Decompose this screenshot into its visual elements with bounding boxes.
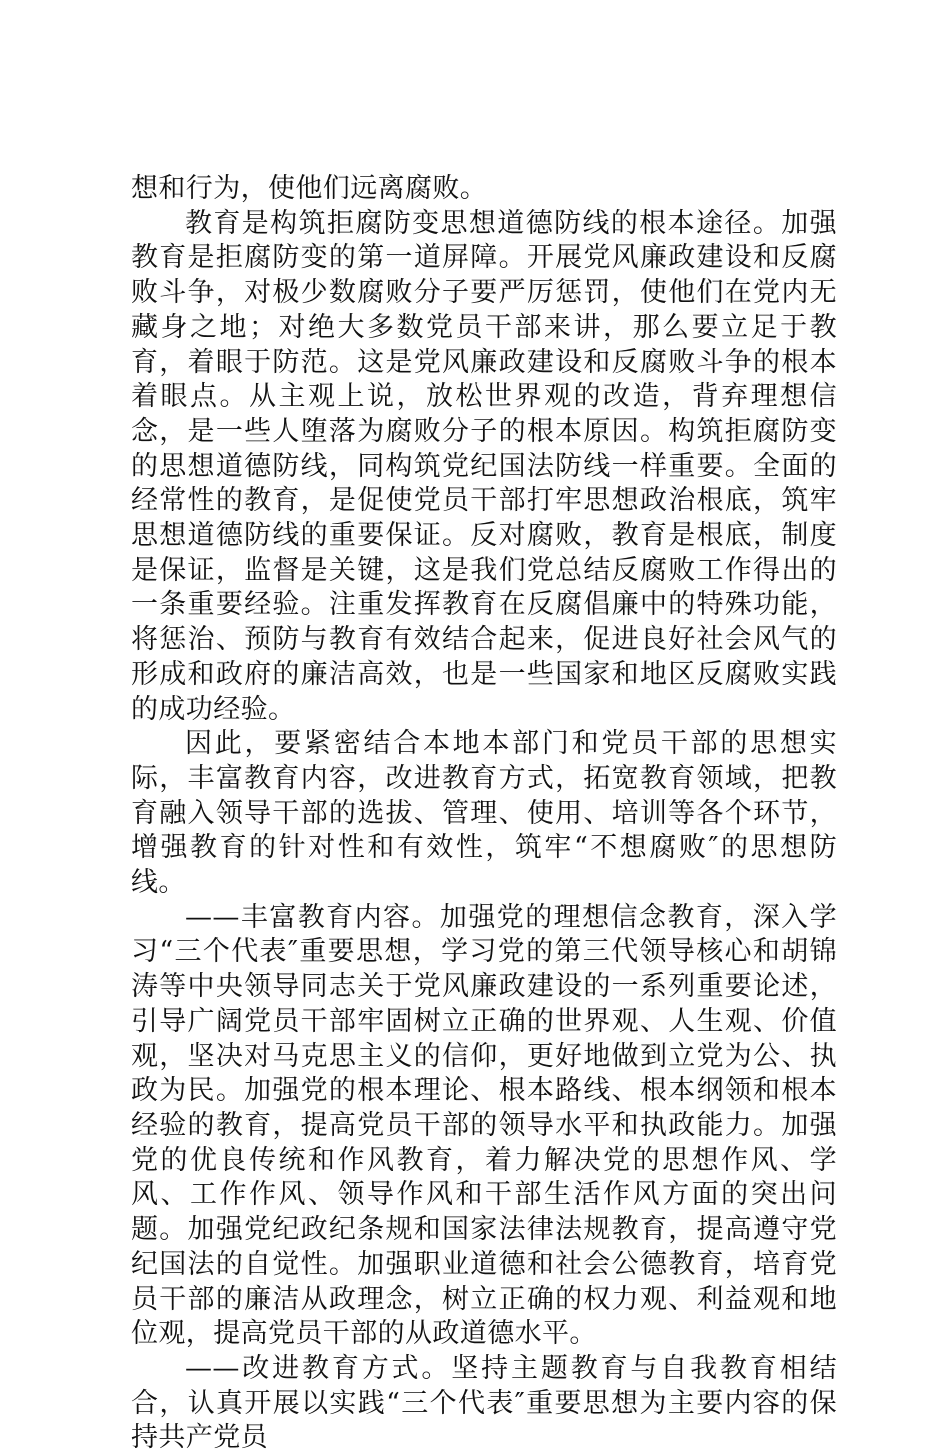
paragraph-education-foundation: 教育是构筑拒腐防变思想道德防线的根本途径。加强教育是拒腐防变的第一道屏障。开展党风廉政建设和反腐败斗争，对极少数腐败分子要严厉惩罚，使他们在党内无藏身之地；对绝大多数党员干部来讲，那么要立足于教育，着眼于防范。这是党风廉政建设和反腐败斗争的根本着眼点。从主观上说，放松世界观的改造，背弃理想信念，是一些人堕落为腐败分子的根本原因。构筑拒腐防变的思想道德防线，同构筑党纪国法防线一样重要。全面的经常性的教育，是促使党员干部打牢思想政治根底，筑牢思想道德防线的重要保证。反对腐败，教育是根底，制度是保证，监督是关键，这是我们党总结反腐败工作得出的一条重要经验。注重发挥教育在反腐倡廉中的特殊功能，将惩治、预防与教育有效结合起来，促进良好社会风气的形成和政府的廉洁高效，也是一些国家和地区反腐败实践的成功经验。 — [131, 207, 837, 725]
document-body — [131, 172, 837, 1456]
paragraph-continuation: 想和行为，使他们远离腐败。 — [131, 173, 488, 204]
paragraph-enrich-content: ——丰富教育内容。加强党的理想信念教育，深入学习“三个代表″重要思想，学习党的第三代领导核心和胡锦涛等中央领导同志关于党风廉政建设的一系列重要论述，引导广阔党员干部牢固树立正确的世界观、人生观、价值观，坚决对马克思主义的信仰，更好地做到立党为公、执政为民。加强党的根本理论、根本路线、根本纲领和根本经验的教育，提高党员干部的领导水平和执政能力。加强党的优良传统和作风教育，着力解决党的思想作风、学风、工作作风、领导作风和干部生活作风方面的突出问题。加强党纪政纪条规和国家法律法规教育，提高遵守党纪国法的自觉性。加强职业道德和社会公德教育，培育党员干部的廉洁从政理念，树立正确的权力观、利益观和地位观，提高党员干部的从政道德水平。 — [131, 901, 837, 1350]
paragraph-therefore: 因此，要紧密结合本地本部门和党员干部的思想实际，丰富教育内容，改进教育方式，拓宽教育领域，把教育融入领导干部的选拔、管理、使用、培训等各个环节，增强教育的针对性和有效性，筑牢“不想腐败″的思想防线。 — [131, 728, 837, 899]
paragraph-improve-methods: ——改进教育方式。坚持主题教育与自我教育相结合，认真开展以实践“三个代表″重要思想为主要内容的保持共产党员 — [131, 1352, 837, 1454]
